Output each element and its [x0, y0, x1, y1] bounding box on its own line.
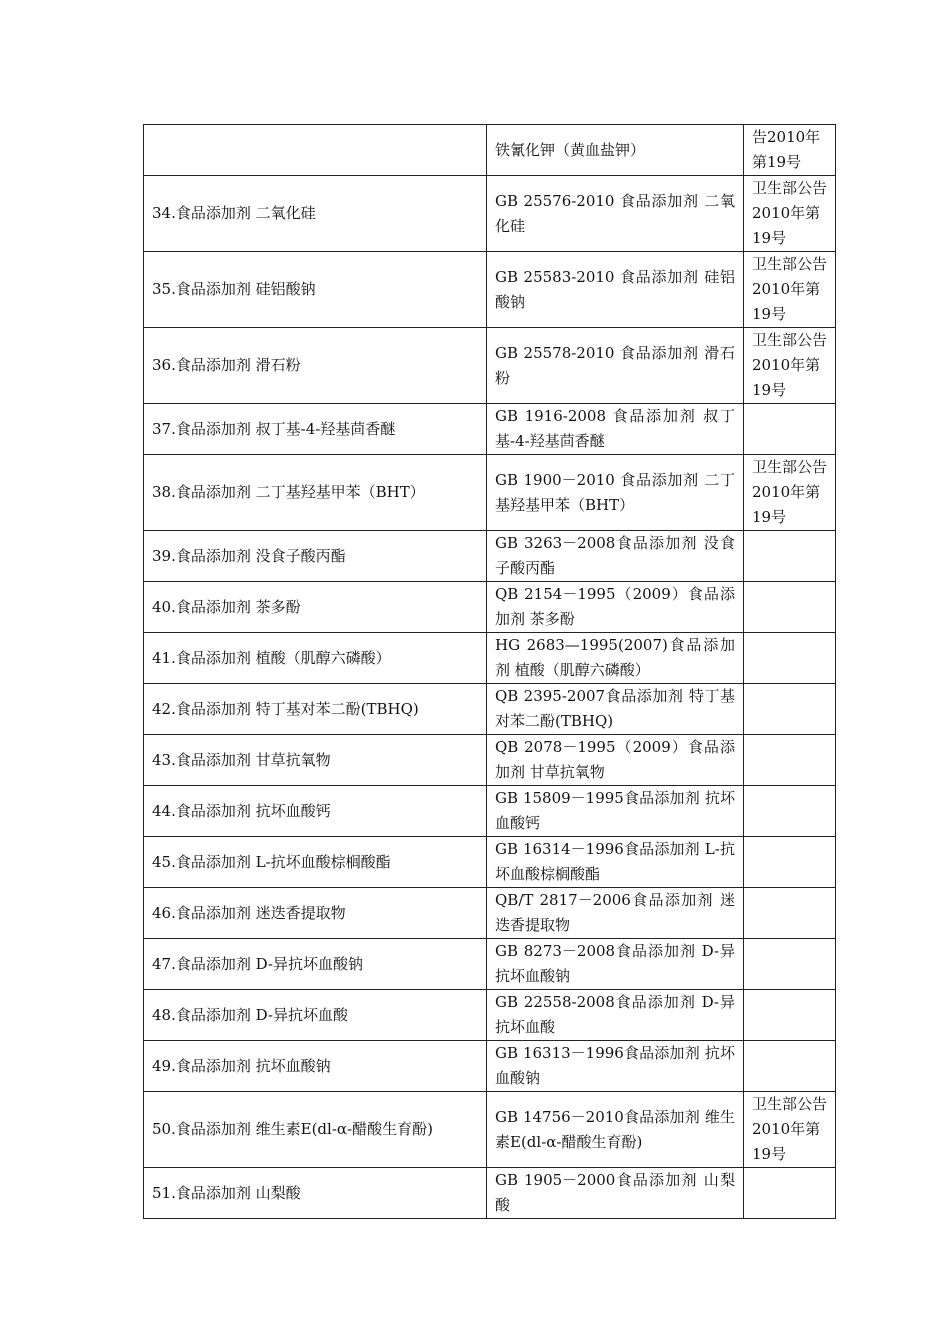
standard-code-cell: GB 25583-2010 食品添加剂 硅铝酸钠 [487, 252, 744, 328]
announcement-cell [744, 633, 836, 684]
announcement-cell [744, 582, 836, 633]
announcement-cell [744, 735, 836, 786]
announcement-cell [744, 1041, 836, 1092]
additive-name-cell: 40.食品添加剂 茶多酚 [144, 582, 487, 633]
standards-table-body [144, 125, 836, 1219]
table-row [144, 1041, 836, 1092]
standard-code-cell: QB 2154－1995（2009）食品添加剂 茶多酚 [487, 582, 744, 633]
standard-code-cell: 铁氰化钾（黄血盐钾） [487, 125, 744, 176]
table-row [144, 252, 836, 328]
additive-name-cell: 49.食品添加剂 抗坏血酸钠 [144, 1041, 487, 1092]
announcement-cell: 卫生部公告2010年第19号 [744, 252, 836, 328]
standard-code-cell: GB 14756－2010食品添加剂 维生素E(dl-α-醋酸生育酚) [487, 1092, 744, 1168]
announcement-cell [744, 990, 836, 1041]
table-row [144, 990, 836, 1041]
table-row [144, 939, 836, 990]
announcement-cell [744, 786, 836, 837]
table-row [144, 455, 836, 531]
announcement-cell: 卫生部公告2010年第19号 [744, 1092, 836, 1168]
additive-name-cell: 41.食品添加剂 植酸（肌醇六磷酸） [144, 633, 487, 684]
announcement-cell [744, 531, 836, 582]
announcement-cell: 卫生部公告2010年第19号 [744, 455, 836, 531]
table-row [144, 888, 836, 939]
additive-name-cell: 38.食品添加剂 二丁基羟基甲苯（BHT） [144, 455, 487, 531]
standard-code-cell: GB 3263－2008食品添加剂 没食子酸丙酯 [487, 531, 744, 582]
standard-code-cell: QB 2078－1995（2009）食品添加剂 甘草抗氧物 [487, 735, 744, 786]
standard-code-cell: GB 16313－1996食品添加剂 抗坏血酸钠 [487, 1041, 744, 1092]
table-row [144, 404, 836, 455]
additive-name-cell: 47.食品添加剂 D-异抗坏血酸钠 [144, 939, 487, 990]
announcement-cell [744, 404, 836, 455]
additive-name-cell: 45.食品添加剂 L-抗坏血酸棕榈酸酯 [144, 837, 487, 888]
table-row [144, 1168, 836, 1219]
additive-name-cell: 50.食品添加剂 维生素E(dl-α-醋酸生育酚) [144, 1092, 487, 1168]
additive-name-cell: 43.食品添加剂 甘草抗氧物 [144, 735, 487, 786]
announcement-cell [744, 1168, 836, 1219]
standard-code-cell: GB 8273－2008食品添加剂 D-异抗坏血酸钠 [487, 939, 744, 990]
table-row [144, 176, 836, 252]
table-row [144, 328, 836, 404]
standard-code-cell: GB 25576-2010 食品添加剂 二氧化硅 [487, 176, 744, 252]
announcement-cell: 卫生部公告2010年第19号 [744, 328, 836, 404]
table-row [144, 684, 836, 735]
table-row [144, 1092, 836, 1168]
announcement-cell [744, 888, 836, 939]
additive-name-cell: 48.食品添加剂 D-异抗坏血酸 [144, 990, 487, 1041]
additive-name-cell: 35.食品添加剂 硅铝酸钠 [144, 252, 487, 328]
standard-code-cell: GB 15809－1995食品添加剂 抗坏血酸钙 [487, 786, 744, 837]
standard-code-cell: GB 25578-2010 食品添加剂 滑石粉 [487, 328, 744, 404]
table-row [144, 633, 836, 684]
additive-name-cell: 34.食品添加剂 二氧化硅 [144, 176, 487, 252]
announcement-cell [744, 837, 836, 888]
table-row [144, 125, 836, 176]
announcement-cell: 卫生部公告2010年第19号 [744, 176, 836, 252]
announcement-cell [744, 939, 836, 990]
additive-name-cell: 39.食品添加剂 没食子酸丙酯 [144, 531, 487, 582]
table-row [144, 735, 836, 786]
standard-code-cell: GB 1900－2010 食品添加剂 二丁基羟基甲苯（BHT） [487, 455, 744, 531]
table-row [144, 837, 836, 888]
table-row [144, 531, 836, 582]
additive-name-cell: 51.食品添加剂 山梨酸 [144, 1168, 487, 1219]
additive-name-cell: 46.食品添加剂 迷迭香提取物 [144, 888, 487, 939]
additive-name-cell: 44.食品添加剂 抗坏血酸钙 [144, 786, 487, 837]
additive-name-cell [144, 125, 487, 176]
standard-code-cell: QB/T 2817－2006食品添加剂 迷迭香提取物 [487, 888, 744, 939]
standard-code-cell: GB 22558-2008食品添加剂 D-异抗坏血酸 [487, 990, 744, 1041]
announcement-cell: 告2010年第19号 [744, 125, 836, 176]
announcement-cell [744, 684, 836, 735]
standard-code-cell: QB 2395-2007食品添加剂 特丁基对苯二酚(TBHQ) [487, 684, 744, 735]
standard-code-cell: GB 1905－2000食品添加剂 山梨酸 [487, 1168, 744, 1219]
table-row [144, 786, 836, 837]
additive-name-cell: 42.食品添加剂 特丁基对苯二酚(TBHQ) [144, 684, 487, 735]
standards-table [143, 124, 836, 1219]
table-row [144, 582, 836, 633]
standard-code-cell: GB 16314－1996食品添加剂 L-抗坏血酸棕榈酸酯 [487, 837, 744, 888]
additive-name-cell: 37.食品添加剂 叔丁基-4-羟基茴香醚 [144, 404, 487, 455]
standard-code-cell: GB 1916-2008 食品添加剂 叔丁基-4-羟基茴香醚 [487, 404, 744, 455]
standard-code-cell: HG 2683—1995(2007)食品添加剂 植酸（肌醇六磷酸） [487, 633, 744, 684]
additive-name-cell: 36.食品添加剂 滑石粉 [144, 328, 487, 404]
